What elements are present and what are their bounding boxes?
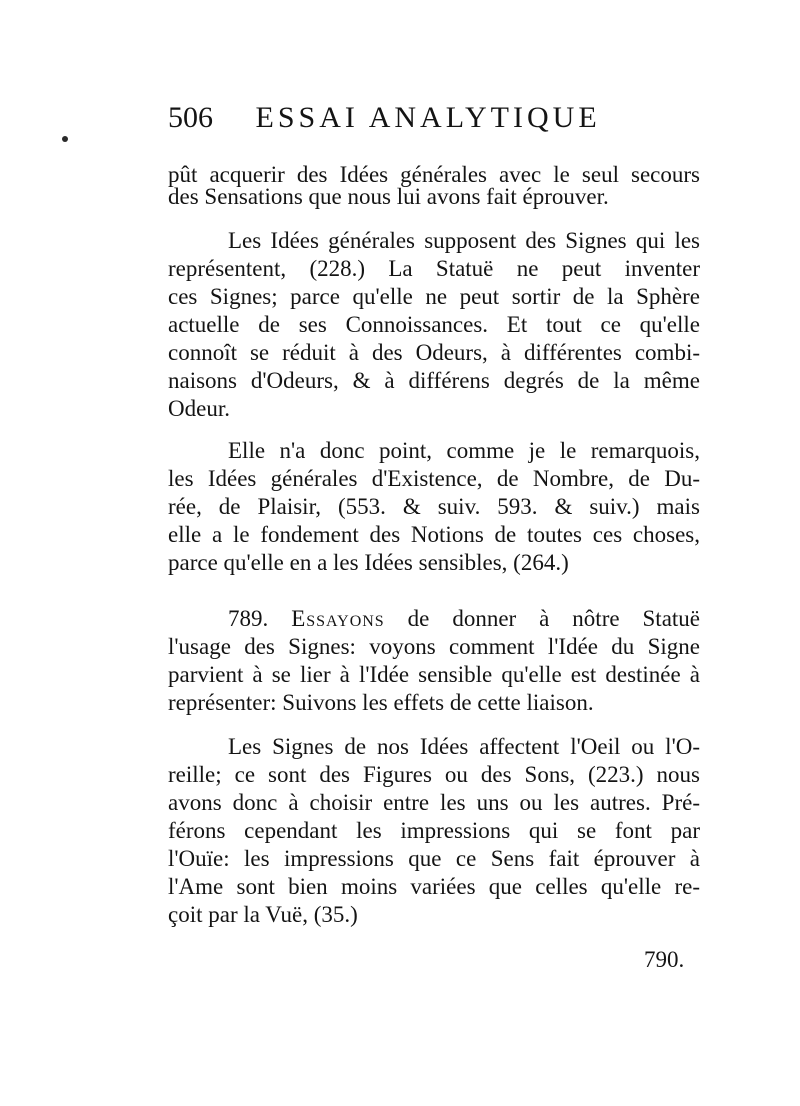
page-number: 506 bbox=[168, 101, 213, 134]
page-header bbox=[168, 98, 648, 138]
running-title: ESSAI ANALYTIQUE bbox=[255, 101, 601, 134]
text-line: parce qu'elle en a les Idées sensibles, (264.) bbox=[168, 550, 569, 575]
text-line: l'usage des Signes: voyons comment l'Idée du Signe bbox=[168, 634, 700, 659]
text-line: Elle n'a donc point, comme je le remarquois, bbox=[228, 438, 700, 463]
section-line-text: de donner à nôtre Statuë bbox=[407, 606, 700, 631]
text-line: elle a le fondement des Notions de toutes ces choses, bbox=[168, 522, 700, 547]
text-line: représenter: Suivons les effets de cette liaison. bbox=[168, 690, 594, 715]
text-line: férons cependant les impressions qui se font par bbox=[168, 818, 700, 843]
text-line: parvient à se lier à l'Idée sensible qu'elle est destinée à bbox=[168, 662, 700, 687]
text-line: connoît se réduit à des Odeurs, à différentes combi- bbox=[168, 340, 700, 365]
text-line: pût acquerir des Idées générales avec le seul secours bbox=[168, 162, 700, 187]
text-line: l'Ame sont bien moins variées que celles qu'elle re- bbox=[168, 874, 700, 899]
text-line: naisons d'Odeurs, & à différens degrés de la même bbox=[168, 368, 700, 393]
text-line: l'Ouïe: les impressions que ce Sens fait éprouver à bbox=[168, 846, 700, 871]
text-line: les Idées générales d'Existence, de Nombre, de Du- bbox=[168, 466, 700, 491]
text-line: représentent, (228.) La Statuë ne peut inventer bbox=[168, 256, 700, 281]
text-line: avons donc à choisir entre les uns ou les autres. Pré- bbox=[168, 790, 700, 815]
text-line: Les Idées générales supposent des Signes qui les bbox=[228, 228, 700, 253]
catchword: 790. bbox=[644, 947, 685, 972]
text-line: çoit par la Vuë, (35.) bbox=[168, 902, 358, 927]
ink-speck bbox=[62, 136, 68, 142]
section-opening-line bbox=[228, 604, 700, 634]
text-line: des Sensations que nous lui avons fait éprouver. bbox=[168, 184, 609, 209]
text-line: ces Signes; parce qu'elle ne peut sortir de la Sphère bbox=[168, 284, 700, 309]
section-number: 789. bbox=[228, 606, 269, 631]
text-line: actuelle de ses Connoissances. Et tout ce qu'elle bbox=[168, 312, 700, 337]
text-line: rée, de Plaisir, (553. & suiv. 593. & suiv.) mais bbox=[168, 494, 700, 519]
text-line: reille; ce sont des Figures ou des Sons, (223.) nous bbox=[168, 762, 700, 787]
section-lead-word: Essayons bbox=[291, 606, 385, 631]
text-line: Les Signes de nos Idées affectent l'Oeil ou l'O- bbox=[228, 734, 700, 759]
text-line: Odeur. bbox=[168, 396, 230, 421]
